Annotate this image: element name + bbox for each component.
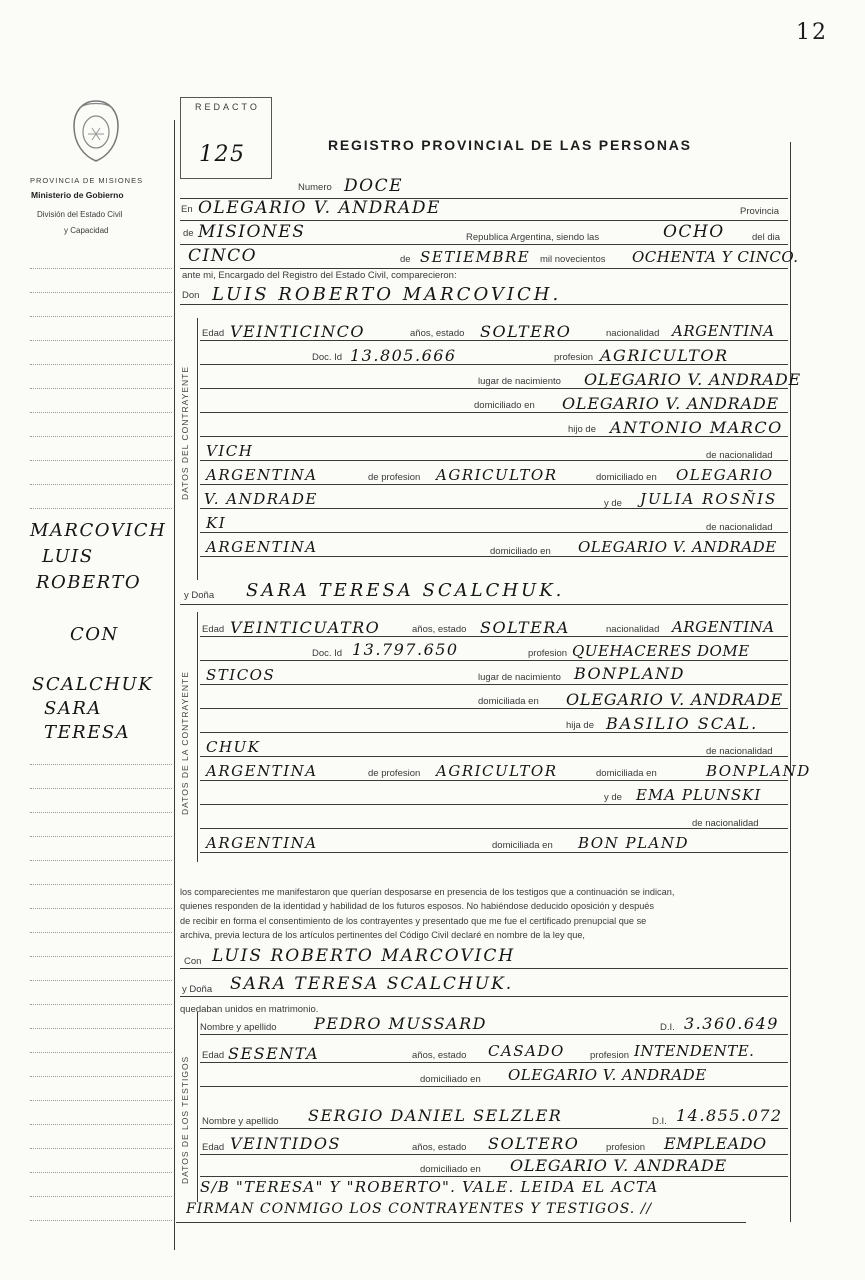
testigo1-domicilio: OLEGARIO V. ANDRADE xyxy=(508,1066,707,1084)
novia-padre-1: BASILIO SCAL. xyxy=(606,714,759,733)
quedaban-text: quedaban unidos en matrimonio. xyxy=(180,1004,319,1015)
novia-edad: VEINTICUATRO xyxy=(230,618,381,637)
testigo2-anos-label: años, estado xyxy=(412,1142,467,1153)
redacto-label: REDACTO xyxy=(195,102,260,112)
testigo2-profesion: EMPLEADO xyxy=(664,1134,767,1153)
testigo2-dom-label: domiciliado en xyxy=(420,1164,481,1175)
novia-lugar-nac: BONPLAND xyxy=(574,664,685,683)
testigo2-di-label: D.I. xyxy=(652,1116,667,1127)
novia-doc-label: Doc. Id xyxy=(312,648,343,659)
con-label: Con xyxy=(184,956,202,967)
testigo1-estado: CASADO xyxy=(488,1042,565,1060)
declaracion-line-1: los comparecientes me manifestaron que querían desposarse en presencia de los testigos que a continuación se indican, xyxy=(180,887,675,897)
novio-side-label: DATOS DEL CONTRAYENTE xyxy=(180,365,190,500)
right-column-border xyxy=(790,142,791,1222)
novia-padre-2: CHUK xyxy=(206,738,261,756)
novio-padre-nac-label: de nacionalidad xyxy=(706,450,773,461)
novia-profesion-2: STICOS xyxy=(206,666,276,684)
margin-note-line-2: LUIS xyxy=(42,546,94,567)
testigo2-edad-label: Edad xyxy=(202,1142,225,1153)
margin-note-line-4: CON xyxy=(70,624,119,645)
novio-padre-prof: AGRICULTOR xyxy=(436,466,558,484)
novio-madre-dom: OLEGARIO V. ANDRADE xyxy=(578,538,777,556)
testigo1-edad-label: Edad xyxy=(202,1050,225,1061)
numero-value: DOCE xyxy=(344,176,403,196)
novio-profesion: AGRICULTOR xyxy=(600,346,729,365)
declaracion-line-3: de recibir en forma el consentimiento de los contrayentes y presentado que me fue el certificado prenupcial que se xyxy=(180,915,647,926)
novio-padre-1: ANTONIO MARCO xyxy=(610,418,783,437)
novio-dom-label: domiciliado en xyxy=(474,400,535,411)
novio-anos-label: años, estado xyxy=(410,328,465,339)
republica-text: Republica Argentina, siendo las xyxy=(466,232,600,243)
novia-doc: 13.797.650 xyxy=(352,640,459,659)
novio-lugar-nac-label: lugar de nacimiento xyxy=(478,376,561,387)
don-label: Don xyxy=(182,290,200,301)
novia-nombre: SARA TERESA SCALCHUK. xyxy=(246,580,565,601)
novia-side-label: DATOS DE LA CONTRAYENTE xyxy=(180,671,190,815)
del-dia-label: del dia xyxy=(752,232,780,243)
margin-note-line-6: SARA xyxy=(44,698,102,719)
division-label: División del Estado Civil xyxy=(37,210,123,219)
declaracion-text xyxy=(180,885,788,943)
mil-text: mil novecientos xyxy=(540,254,606,265)
novia-padre-dom: BONPLAND xyxy=(706,762,811,780)
testigo1-dom-label: domiciliado en xyxy=(420,1074,481,1085)
novia-nac-label: nacionalidad xyxy=(606,624,660,635)
novia-padre-prof-label: de profesion xyxy=(368,768,421,779)
novia-nacionalidad: ARGENTINA xyxy=(672,618,775,636)
novia-padre-dom-label: domiciliada en xyxy=(596,768,657,779)
novio-nacionalidad: ARGENTINA xyxy=(672,322,775,340)
novia-dom-label: domiciliada en xyxy=(478,696,539,707)
novio-prof-label: profesion xyxy=(554,352,594,363)
testigo2-prof-label: profesion xyxy=(606,1142,646,1153)
dia-value: CINCO xyxy=(188,246,258,266)
testigo2-domicilio: OLEGARIO V. ANDRADE xyxy=(510,1156,727,1175)
novia-domicilio: OLEGARIO V. ANDRADE xyxy=(566,690,783,709)
anio-value: OCHENTA Y CINCO. xyxy=(632,248,799,266)
novia-y-de-label: y de xyxy=(604,792,622,803)
novio-nombre: LUIS ROBERTO MARCOVICH. xyxy=(212,284,562,305)
coat-of-arms-icon xyxy=(66,98,126,164)
novia-estado: SOLTERA xyxy=(480,618,570,637)
novio-padre-dom-label: domiciliado en xyxy=(596,472,657,483)
dona-value: SARA TERESA SCALCHUK. xyxy=(230,974,514,994)
novio-padre-2: VICH xyxy=(206,442,254,460)
novio-padre-dom-2: V. ANDRADE xyxy=(204,490,318,508)
novio-doc: 13.805.666 xyxy=(350,346,457,365)
mes-value: SETIEMBRE xyxy=(420,248,531,266)
novio-edad-label: Edad xyxy=(202,328,225,339)
testigo1-di-label: D.I. xyxy=(660,1022,675,1033)
novia-madre-dom: BON PLAND xyxy=(578,834,690,852)
numero-label: Numero xyxy=(298,182,332,193)
novio-edad: VEINTICINCO xyxy=(230,322,365,341)
margin-note-line-1: MARCOVICH xyxy=(30,520,167,541)
provincia-label: Provincia xyxy=(740,206,780,217)
novia-edad-label: Edad xyxy=(202,624,225,635)
novio-madre-dom-label: domiciliado en xyxy=(490,546,551,557)
margin-note-line-7: TERESA xyxy=(44,722,131,743)
testigo2-nombre-label: Nombre y apellido xyxy=(202,1116,279,1127)
testigo1-edad: SESENTA xyxy=(228,1044,320,1063)
division-label-2: y Capacidad xyxy=(64,226,109,235)
novio-hijo-label: hijo de xyxy=(568,424,596,435)
margin-note-line-5: SCALCHUK xyxy=(32,674,154,695)
nota-line-1: S/B "TERESA" Y "ROBERTO". VALE. LEIDA EL ACTA xyxy=(200,1178,659,1196)
novio-padre-dom-1: OLEGARIO xyxy=(676,466,774,484)
novio-y-de-label: y de xyxy=(604,498,622,509)
novia-y-dona-label: y Doña xyxy=(184,590,215,601)
novio-lugar-nac: OLEGARIO V. ANDRADE xyxy=(584,370,801,389)
novio-madre-nac-label: de nacionalidad xyxy=(706,522,773,533)
novia-padre-nac: ARGENTINA xyxy=(206,762,318,780)
novio-section-border xyxy=(197,318,198,580)
novia-prof-label: profesion xyxy=(528,648,568,659)
novia-madre-dom-label: domiciliada en xyxy=(492,840,553,851)
novio-doc-label: Doc. Id xyxy=(312,352,343,363)
page-title: REGISTRO PROVINCIAL DE LAS PERSONAS xyxy=(328,137,692,153)
nota-line-2: FIRMAN CONMIGO LOS CONTRAYENTES Y TESTIGOS. // xyxy=(186,1201,653,1217)
province-label: PROVINCIA DE MISIONES xyxy=(30,176,144,185)
testigo2-nombre: SERGIO DANIEL SELZLER xyxy=(308,1106,563,1125)
novio-domicilio: OLEGARIO V. ANDRADE xyxy=(562,394,779,413)
novia-section-border xyxy=(197,612,198,862)
novio-nac-label: nacionalidad xyxy=(606,328,660,339)
ministry-label: Ministerio de Gobierno xyxy=(31,190,124,200)
testigos-side-label: DATOS DE LOS TESTIGOS xyxy=(180,1055,190,1184)
con-value: LUIS ROBERTO MARCOVICH xyxy=(212,946,516,966)
lugar-value: OLEGARIO V. ANDRADE xyxy=(198,198,441,218)
left-column-border xyxy=(174,120,175,1250)
testigo1-profesion: INTENDENTE. xyxy=(634,1042,755,1060)
novio-madre-2: KI xyxy=(206,514,227,532)
margin-note-line-3: ROBERTO xyxy=(36,572,142,593)
en-label: En xyxy=(181,204,193,215)
novio-padre-prof-label: de profesion xyxy=(368,472,421,483)
novia-padre-nac-label: de nacionalidad xyxy=(706,746,773,757)
declaracion-line-2: quienes responden de la identidad y habilidad de los futuros esposos. No habiéndose deducido oposición y después xyxy=(180,901,655,912)
testigo2-di: 14.855.072 xyxy=(676,1106,783,1125)
novio-madre-nac: ARGENTINA xyxy=(206,538,318,556)
testigo1-nombre-label: Nombre y apellido xyxy=(200,1022,277,1033)
page-number: 12 xyxy=(796,20,828,45)
novio-madre-1: JULIA ROSÑIS xyxy=(640,490,778,508)
novia-lugar-nac-label: lugar de nacimiento xyxy=(478,672,561,683)
provincia-value: MISIONES xyxy=(198,222,306,242)
testigo1-anos-label: años, estado xyxy=(412,1050,467,1061)
novio-padre-nac: ARGENTINA xyxy=(206,466,318,484)
hora-value: OCHO xyxy=(663,222,725,242)
redacto-value: 125 xyxy=(199,142,246,167)
de-label: de xyxy=(183,228,194,239)
novia-madre-nac: ARGENTINA xyxy=(206,834,318,852)
novia-madre: EMA PLUNSKI xyxy=(636,786,762,804)
novia-anos-label: años, estado xyxy=(412,624,467,635)
testigo1-di: 3.360.649 xyxy=(684,1014,779,1033)
novia-padre-prof: AGRICULTOR xyxy=(436,762,558,780)
redacto-stamp xyxy=(180,97,272,179)
novio-estado: SOLTERO xyxy=(480,322,572,341)
de-label-2: de xyxy=(400,254,411,265)
testigo2-estado: SOLTERO xyxy=(488,1134,580,1153)
ante-text: ante mi, Encargado del Registro del Estado Civil, comparecieron: xyxy=(182,270,457,281)
novia-hija-label: hija de xyxy=(566,720,594,731)
y-dona-label: y Doña xyxy=(182,984,213,995)
testigo1-prof-label: profesion xyxy=(590,1050,630,1061)
testigos-section-border xyxy=(197,1012,198,1202)
testigo1-nombre: PEDRO MUSSARD xyxy=(314,1014,487,1033)
declaracion-line-4: archiva, previa lectura de los artículos pertinentes del Código Civil declaré en nombre de la ley que, xyxy=(180,930,585,941)
novia-profesion-1: QUEHACERES DOME xyxy=(572,642,750,660)
testigo2-edad: VEINTIDOS xyxy=(230,1134,341,1153)
novia-madre-nac-label: de nacionalidad xyxy=(692,818,759,829)
